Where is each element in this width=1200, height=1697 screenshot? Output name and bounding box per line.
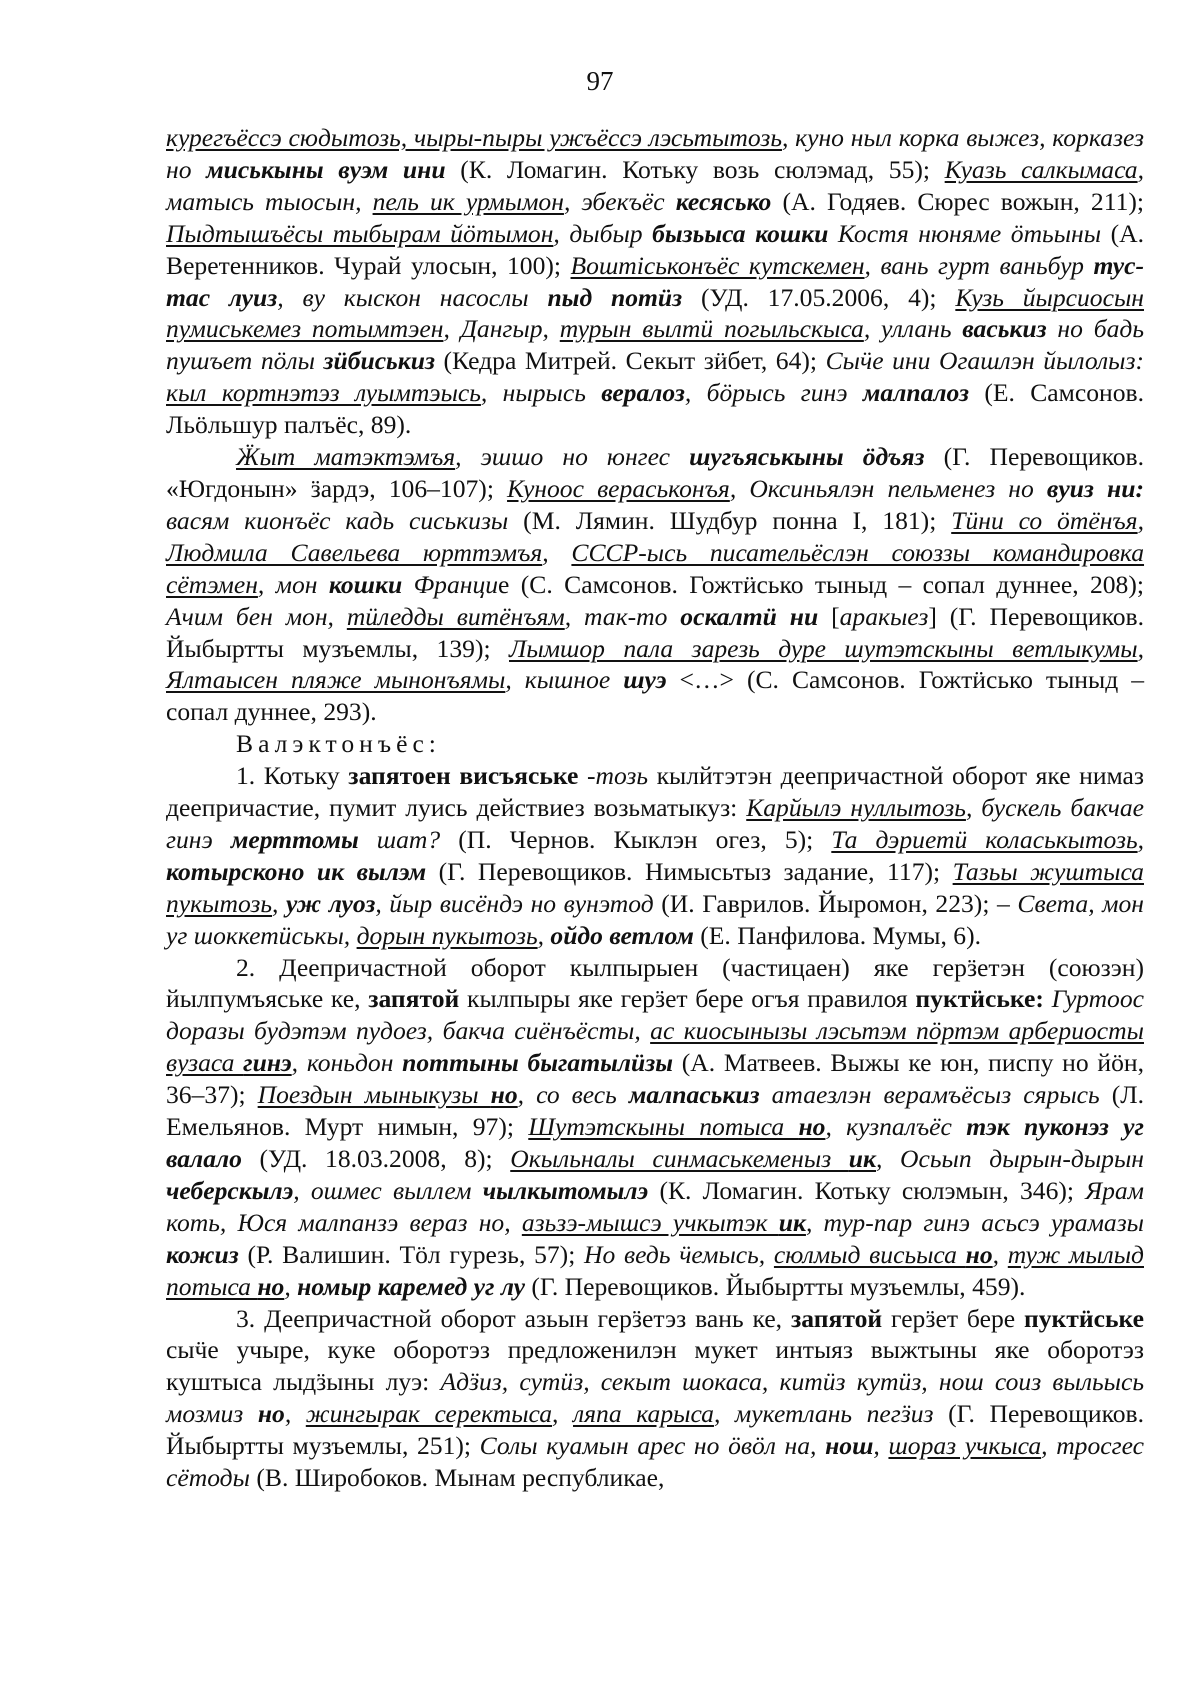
text-run: , нырысь (480, 378, 602, 408)
text-run: (Е. Самсонов. Льӧльшур палъёс, 89). (166, 378, 1144, 440)
paragraph (166, 1303, 1144, 1494)
text-run: герӟет бере (882, 1303, 1025, 1333)
text-run: котырсконо ик вылэм (166, 856, 427, 886)
text-run: (А. Веретенников. Чурай улосын, 100); (166, 218, 1144, 280)
body-text (166, 122, 1144, 1494)
text-run: , (1137, 824, 1144, 854)
text-run: , (272, 888, 287, 918)
text-run: (П. Чернов. Кыклэн огез, 5); (440, 824, 832, 854)
text-run: , Оксиньялэн пельменез но (729, 473, 1047, 503)
text-run: , коньдон (291, 1048, 403, 1078)
text-run: (Г. Перевощиков. Йыбыртты музъемлы, 251); (166, 1399, 1145, 1461)
text-run: (Г. Перевощиков. «Югдонын» ӟардэ, 106–107); (166, 442, 1144, 503)
text-run: , матысь тыосын, (166, 154, 1144, 216)
text-run: ик (778, 1207, 806, 1237)
text-run: Шутэтскыны потыса (528, 1112, 799, 1142)
text-run: (Г. Перевощиков. Нимысьтыз задание, 117); (426, 856, 953, 886)
text-run: малпаськиз (628, 1080, 760, 1110)
text-run: Ярам коть, Юся малпанзэ вераз но, (166, 1175, 1145, 1237)
text-run: Валэктонъёс: (236, 729, 441, 759)
text-run: , мукетлань пегӟиз (713, 1399, 934, 1429)
text-run: Пыдтышъёсы тыбырам йӧтымон (166, 218, 554, 248)
text-run: (И. Гаврилов. Йыромон, 223); – (653, 888, 1018, 918)
text-run: тэк пуконэз уг валало (166, 1112, 1144, 1173)
text-run: , (1137, 633, 1144, 663)
text-run: , кузпалъёс (825, 1112, 967, 1142)
text-run: уж луоз (286, 888, 376, 918)
text-run: , ошмес выллем (293, 1175, 483, 1205)
text-run: Тӥни со ӧтёнъя (951, 505, 1138, 535)
text-run: Гуртоос доразы будэтэм пудоез, бакча сиёнъёсты, (166, 984, 1145, 1046)
text-run: пуктӥське (1024, 1303, 1144, 1333)
text-run: Поездын мыныкузы (257, 1080, 491, 1110)
text-run: Та дэриетӥ коласькытозь (831, 824, 1138, 854)
page-number: 97 (586, 66, 614, 96)
text-run: туж мылыд потыса (166, 1239, 1144, 1301)
text-run: (К. Ломагин. Котьку сюлэмын, 346); (648, 1175, 1086, 1205)
text-run: Кузь йырсиосын пумиськемез потымтэен (166, 282, 1144, 344)
text-run: ас киосынызы лэсьтэм пӧртэм арбериосты вузаса (166, 1016, 1144, 1078)
text-run: ляпа карыса (573, 1399, 714, 1429)
text-run: оскалтӥ ни (680, 601, 819, 631)
text-run: дорын пукытозь (356, 920, 538, 950)
text-run: (К. Ломагин. Котьку возь сюлэмад, 55); (445, 154, 945, 184)
text-run: курегъёссэ сюдытозь, чыры-пыры ужъёссэ лэсьтытозь (166, 123, 782, 152)
text-run: , бӧрысь гинэ (684, 378, 863, 408)
text-run: , (992, 1239, 1008, 1269)
text-run: (УД. 18.03.2008, 8); (241, 1144, 511, 1173)
text-run: кыл кортнэтэз луымтэысь (166, 378, 481, 408)
text-run: (Г. Перевощиков. Йыбыртты музъемлы, 459). (525, 1271, 1026, 1301)
text-run: запятой (368, 984, 460, 1014)
text-run: (Е. Панфилова. Мумы, 6). (693, 920, 982, 950)
text-run: васям кионъёс кадь сиськизы (166, 505, 509, 535)
text-run: (М. Лямин. Шудбур понна I, 181); (508, 505, 952, 535)
text-run: , тур-пар гинэ асьсэ урамазы (805, 1207, 1145, 1237)
text-run: Света, мон уг шоккетӥськы, (166, 888, 1145, 950)
text-run: (Кедра Митрей. Секыт зӥбет, 64); (434, 346, 826, 376)
text-run: но (490, 1080, 518, 1110)
text-run: но (257, 1399, 285, 1429)
text-run: (Л. Емельянов. Мурт нимын, 97); (166, 1080, 1144, 1142)
text-run: (А. Матвеев. Выжы ке юн, писпу но йӧн, 36–37); (166, 1048, 1144, 1110)
text-run: Людмила Савельева юрттэмъя (166, 537, 543, 567)
text-run: , (542, 537, 572, 567)
text-run: азьзэ-мышсэ учкытэк (521, 1207, 779, 1237)
text-run: зӥбиськиз (323, 346, 435, 376)
text-run: мерттомы (230, 824, 359, 854)
text-run: [ (818, 601, 840, 631)
text-run: жингырак серектыса (305, 1399, 553, 1429)
text-run: , Осьып дырын-дырын (876, 1144, 1144, 1173)
text-run: Куазь салкымаса (944, 154, 1138, 184)
text-run: нош (825, 1431, 874, 1461)
text-run: , так-то (564, 601, 681, 631)
text-run: Окыльналы синмаськеменыз (510, 1144, 849, 1173)
text-run: , эшшо но юнгес (455, 442, 690, 472)
text-run: сыӵе учыре, куке оборотэз предложенилэн мукет интыяз выжтыны яке оборотэз куштыса лыдӟыны луэ: (166, 1335, 1144, 1397)
text-run: вералоз (601, 378, 685, 408)
text-run: атаезлэн верамъёсыз сярысь (759, 1080, 1100, 1110)
text-run: но бадь пушъет пӧлы (166, 314, 1144, 376)
text-run: , бускель бакчае гинэ (166, 793, 1144, 854)
text-run: Костя нюняме ӧтьыны (828, 218, 1102, 248)
text-run: , Дангыр, (443, 314, 560, 344)
text-run: (Р. Валишин. Тӧл гурезь, 57); (238, 1239, 585, 1269)
text-run: 3. Деепричастной оборот азьын герӟетэз вань ке, (236, 1303, 791, 1333)
text-run: васькиз (962, 314, 1047, 344)
text-run: , (284, 1271, 298, 1301)
text-run: аракыез (839, 601, 929, 631)
text-run: , кышное (505, 665, 624, 695)
text-run: , (537, 920, 551, 950)
section-heading (166, 728, 1144, 760)
text-run: шуэ (623, 665, 667, 695)
text-run: Сыӵе ини Огашлэн йылолыз: (825, 346, 1145, 376)
text-run: ойдо ветлом (550, 920, 694, 950)
text-run: шораз учкыса (888, 1431, 1042, 1461)
text-run: кесясько (675, 186, 772, 216)
text-run: бызьыса кошки (652, 218, 829, 248)
text-run: сюлмыд висьыса (773, 1239, 966, 1269)
text-run: вуиз ни: (1046, 473, 1144, 503)
text-run: , (284, 1399, 306, 1429)
text-run: е (С. Самсонов. Гожтӥсько тыныд – сопал дуннее, 208); (498, 569, 1144, 599)
text-run: кожиз (166, 1239, 239, 1269)
text-run: турын вылтӥ погыльскыса (559, 314, 864, 344)
text-run: Карйылэ нуллытозь (746, 793, 966, 823)
text-run: тӥледды витёнъям (346, 601, 565, 631)
paragraph (166, 122, 1144, 441)
text-run: (А. Годяев. Сюрес вожын, 211); (771, 186, 1145, 216)
text-run: Солы куамын арес но ӧвӧл на, (479, 1431, 826, 1461)
text-run: , (552, 1399, 573, 1429)
text-run: малпалоз (862, 378, 969, 408)
paragraph (166, 760, 1144, 951)
text-run: чеберскылэ (166, 1175, 294, 1205)
text-run: Воштiськонъёс кутскемен (570, 250, 865, 280)
text-run: кошки (328, 569, 403, 599)
text-run: миськыны вуэм ини (206, 154, 446, 184)
text-run: тус-тас луиз (166, 250, 1144, 312)
text-run: , йыр висёндэ но вунэтод (375, 888, 654, 918)
text-run: , куно ныл корка выжез, корказез но (166, 123, 1144, 184)
text-run: -тозь (586, 761, 649, 791)
text-run: СССР-ысь писательёслэн союззы командировка сётэмен (166, 537, 1145, 599)
text-run: но (257, 1271, 285, 1301)
text-run: Ӝыт матэктэмъя (236, 442, 456, 472)
text-run: ] (Г. Перевощиков. Йыбыртты музъемлы, 139); (166, 601, 1144, 663)
text-run: шугъяськыны ӧдъяз (689, 442, 925, 472)
text-run: , вань гурт ваньбур (864, 250, 1094, 280)
text-run: шат? (358, 824, 441, 854)
text-run: запятоен висъяське (348, 761, 579, 791)
text-run: пель ик урмымон (372, 186, 564, 216)
text-run: пуктӥське: (915, 984, 1044, 1014)
text-run: Франци (402, 569, 499, 599)
text-run: 2. Деепричастной оборот кылпырыен (частицаен) яке герӟетэн (союзэн) йылпумъяське ке, (166, 952, 1144, 1014)
text-run: Тазьы жуштыса пукытозь (166, 856, 1144, 918)
text-run: но (798, 1112, 826, 1142)
text-run: ик (848, 1144, 877, 1173)
text-run: гинэ (243, 1048, 292, 1078)
text-run: Ялтаысен пляже мынонъямы (166, 665, 506, 695)
text-run: кылйтэтэн деепричастной оборот яке нимаз деепричастие, пумит луись действиез возьматыкуз: (166, 761, 1145, 823)
text-run: , (873, 1431, 889, 1461)
paragraph (166, 952, 1144, 1303)
text-run: Но ведь ӵемысь, (584, 1239, 774, 1269)
text-run: , дыбыр (553, 218, 653, 248)
text-run: Лымшор пала зарезь дуре шутэтскыны ветлыкумы (509, 633, 1138, 663)
text-run: (В. Широбоков. Мынам республикае, (249, 1463, 665, 1493)
text-run: поттыны быгатылӥзы (402, 1048, 674, 1078)
text-run: , ву кыскон насослы (277, 282, 548, 312)
text-run: запятой (791, 1303, 883, 1333)
text-run: <…> (С. Самсонов. Гожтӥсько тыныд – сопал дуннее, 293). (166, 665, 1144, 727)
text-run: , уллань (863, 314, 963, 344)
text-run: чылкытомылэ (482, 1175, 649, 1205)
text-run: , (1137, 505, 1144, 535)
text-run: , тросгес сётоды (166, 1431, 1144, 1493)
text-run: Куноос вераськонъя (507, 473, 730, 503)
text-run: , мон (257, 569, 329, 599)
text-run: Ачим бен мон, (166, 601, 347, 631)
text-run: , эбекъёс (563, 186, 676, 216)
text-run: (УД. 17.05.2006, 4); (682, 282, 956, 312)
text-run: , со весь (517, 1080, 629, 1110)
text-run: номыр каремед уг лу (297, 1271, 526, 1301)
text-run: но (965, 1239, 993, 1269)
text-run: кылпыры яке герӟет бере огъя правилоя (459, 984, 916, 1014)
text-run: Адӟиз, сутӥз, секыт шокаса, китӥз кутӥз, нош соиз выльысь мозмиз (166, 1367, 1144, 1429)
paragraph (166, 441, 1144, 728)
text-run: 1. Котьку (236, 761, 349, 791)
text-run: пыд потӥз (547, 282, 683, 312)
text-run (578, 761, 587, 790)
